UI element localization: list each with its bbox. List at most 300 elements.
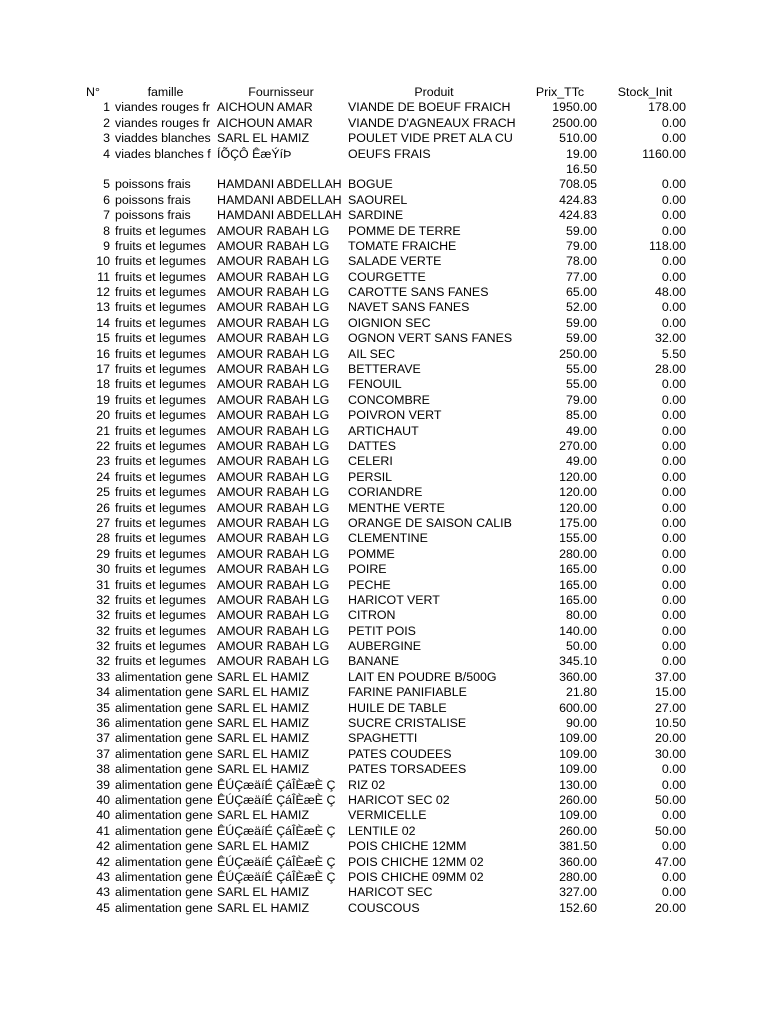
famille-cell: alimentation gene [115,685,213,700]
prix-cell: 55.00 [565,362,597,377]
table-row [0,639,768,654]
stock-cell: 48.00 [654,285,686,300]
stock-cell: 0.00 [661,639,686,654]
table-row [0,300,768,315]
table-row [0,701,768,716]
table-row [0,870,768,885]
stock-cell: 0.00 [661,654,686,669]
row-number: 30 [96,562,110,577]
stock-cell: 0.00 [661,469,686,484]
fournisseur-cell: SARL EL HAMIZ [217,685,310,700]
stock-cell: 0.00 [661,377,686,392]
prix-cell: 708.05 [559,177,597,192]
famille-cell: poissons frais [115,192,191,207]
fournisseur-cell: HAMDANI ABDELLAH [217,177,342,192]
table-row [0,593,768,608]
fournisseur-cell: AMOUR RABAH LG [217,531,330,546]
prix-cell: 152.60 [559,900,597,915]
header-stock: Stock_Init [617,85,673,99]
fournisseur-cell: SARL EL HAMIZ [217,885,310,900]
prix-cell: 260.00 [559,792,597,807]
famille-cell: fruits et legumes [115,315,206,330]
fournisseur-cell: AMOUR RABAH LG [217,269,330,284]
table-row [0,331,768,346]
table-row [0,885,768,900]
prix-cell: 424.83 [559,192,597,207]
famille-cell: fruits et legumes [115,438,206,453]
famille-cell: alimentation gene [115,792,213,807]
produit-cell: BOGUE [348,177,393,192]
row-number: 28 [96,531,110,546]
row-number: 8 [103,223,110,238]
produit-cell: FARINE PANIFIABLE [348,685,467,700]
table-row [0,731,768,746]
famille-cell: alimentation gene [115,885,213,900]
row-number: 6 [103,192,110,207]
table-row [0,485,768,500]
row-number: 41 [96,823,110,838]
prix-cell: 250.00 [559,346,597,361]
prix-cell: 77.00 [565,269,597,284]
prix-cell: 155.00 [559,531,597,546]
fournisseur-cell: AMOUR RABAH LG [217,377,330,392]
table-row [0,793,768,808]
row-number: 42 [96,854,110,869]
famille-cell: fruits et legumes [115,531,206,546]
stock-cell: 0.00 [661,408,686,423]
header-prix: Prix_TTc [535,85,585,99]
famille-cell: fruits et legumes [115,454,206,469]
prix-cell: 49.00 [565,423,597,438]
table-row [0,131,768,146]
prix-cell: 280.00 [559,546,597,561]
row-number: 34 [96,685,110,700]
row-number: 24 [96,469,110,484]
fournisseur-cell: AMOUR RABAH LG [217,454,330,469]
row-number: 18 [96,377,110,392]
fournisseur-cell: SARL EL HAMIZ [217,746,310,761]
fournisseur-cell: HAMDANI ABDELLAH [217,208,342,223]
produit-cell: CITRON [348,608,396,623]
stock-cell: 37.00 [654,669,686,684]
prix-cell: 270.00 [559,438,597,453]
table-row [0,147,768,162]
table-row [0,347,768,362]
famille-cell: fruits et legumes [115,331,206,346]
prix-cell: 80.00 [565,608,597,623]
fournisseur-cell: AMOUR RABAH LG [217,223,330,238]
fournisseur-cell: AMOUR RABAH LG [217,285,330,300]
fournisseur-cell: SARL EL HAMIZ [217,700,310,715]
produit-cell: LAIT EN POUDRE B/500G [348,669,497,684]
famille-cell: alimentation gene [115,746,213,761]
stock-cell: 0.00 [661,808,686,823]
stock-cell: 27.00 [654,700,686,715]
table-row [0,177,768,192]
table-row [0,162,768,177]
stock-cell: 28.00 [654,362,686,377]
row-number: 32 [96,608,110,623]
prix-cell: 175.00 [559,515,597,530]
famille-cell: fruits et legumes [115,577,206,592]
stock-cell: 0.00 [661,869,686,884]
prix-cell: 59.00 [565,223,597,238]
row-number: 32 [96,623,110,638]
stock-cell: 15.00 [654,685,686,700]
row-number: 5 [103,177,110,192]
produit-cell: POIS CHICHE 12MM [348,839,467,854]
row-number: 38 [96,762,110,777]
stock-cell: 0.00 [661,115,686,130]
prix-cell: 600.00 [559,700,597,715]
produit-cell: AUBERGINE [348,639,421,654]
stock-cell: 0.00 [661,254,686,269]
famille-cell: fruits et legumes [115,300,206,315]
prix-cell: 78.00 [565,254,597,269]
fournisseur-cell: SARL EL HAMIZ [217,839,310,854]
stock-cell: 0.00 [661,562,686,577]
famille-cell: viades blanches f [115,146,211,161]
row-number: 40 [96,792,110,807]
famille-cell: alimentation gene [115,762,213,777]
produit-cell: CORIANDRE [348,485,423,500]
row-number: 32 [96,654,110,669]
famille-cell: fruits et legumes [115,562,206,577]
table-row [0,855,768,870]
prix-cell: 59.00 [565,331,597,346]
produit-cell: CONCOMBRE [348,392,430,407]
fournisseur-cell: SARL EL HAMIZ [217,669,310,684]
produit-cell: AIL SEC [348,346,396,361]
prix-cell: 1950.00 [552,100,597,115]
row-number: 17 [96,362,110,377]
fournisseur-cell: AMOUR RABAH LG [217,562,330,577]
table-row [0,362,768,377]
stock-cell: 10.50 [654,716,686,731]
prix-cell: 55.00 [565,377,597,392]
prix-cell: 59.00 [565,315,597,330]
prix-cell: 49.00 [565,454,597,469]
stock-cell: 0.00 [661,777,686,792]
stock-cell: 0.00 [661,762,686,777]
prix-cell: 165.00 [559,562,597,577]
famille-cell: alimentation gene [115,869,213,884]
table-row [0,208,768,223]
famille-cell: alimentation gene [115,839,213,854]
row-number: 43 [96,885,110,900]
prix-cell: 52.00 [565,300,597,315]
stock-cell: 0.00 [661,608,686,623]
fournisseur-cell: AMOUR RABAH LG [217,438,330,453]
prix-cell: 109.00 [559,762,597,777]
prix-cell: 165.00 [559,592,597,607]
produit-cell: CAROTTE SANS FANES [348,285,489,300]
fournisseur-cell: ÍÕÇÔ ÊæÝíÞ [217,146,292,161]
fournisseur-cell: AMOUR RABAH LG [217,254,330,269]
stock-cell: 50.00 [654,792,686,807]
table-row [0,393,768,408]
produit-cell: POULET VIDE PRET ALA CU [348,131,513,146]
fournisseur-cell: AMOUR RABAH LG [217,300,330,315]
fournisseur-cell: AMOUR RABAH LG [217,546,330,561]
table-row [0,824,768,839]
stock-cell: 0.00 [661,839,686,854]
row-number: 37 [96,746,110,761]
produit-cell: PATES TORSADEES [348,762,467,777]
stock-cell: 0.00 [661,177,686,192]
famille-cell: viandes rouges fr [115,100,211,115]
famille-cell: fruits et legumes [115,238,206,253]
produit-cell: CLEMENTINE [348,531,428,546]
famille-cell: fruits et legumes [115,639,206,654]
fournisseur-cell: ÊÚÇæäíÉ ÇáÎÈæÈ Ç [217,777,336,792]
row-number: 26 [96,500,110,515]
produit-cell: SUCRE CRISTALISE [348,716,467,731]
famille-cell: poissons frais [115,208,191,223]
famille-cell: fruits et legumes [115,223,206,238]
prix-cell: 85.00 [565,408,597,423]
produit-cell: POIVRON VERT [348,408,442,423]
prix-cell: 280.00 [559,869,597,884]
famille-cell: alimentation gene [115,700,213,715]
table-row [0,439,768,454]
header-row [0,85,768,100]
fournisseur-cell: SARL EL HAMIZ [217,731,310,746]
stock-cell: 5.50 [661,346,686,361]
fournisseur-cell: AMOUR RABAH LG [217,639,330,654]
produit-cell: OEUFS FRAIS [348,146,431,161]
produit-cell: VIANDE D'AGNEAUX FRACH [348,115,516,130]
stock-cell: 30.00 [654,746,686,761]
famille-cell: fruits et legumes [115,285,206,300]
produit-cell: HUILE DE TABLE [348,700,447,715]
table-row [0,608,768,623]
produit-cell: PERSIL [348,469,393,484]
fournisseur-cell: SARL EL HAMIZ [217,762,310,777]
famille-cell: fruits et legumes [115,362,206,377]
row-number: 4 [103,146,110,161]
prix-cell: 79.00 [565,392,597,407]
row-number: 35 [96,700,110,715]
prix-cell: 360.00 [559,669,597,684]
produit-cell: PATES COUDEES [348,746,452,761]
header-fournisseur: Fournisseur [248,85,314,99]
famille-cell: fruits et legumes [115,500,206,515]
stock-cell: 20.00 [654,731,686,746]
stock-cell: 0.00 [661,485,686,500]
table-row [0,808,768,823]
produit-cell: RIZ 02 [348,777,386,792]
row-number: 10 [96,254,110,269]
stock-cell: 0.00 [661,438,686,453]
stock-cell: 50.00 [654,823,686,838]
table-row [0,193,768,208]
table-row [0,408,768,423]
row-number: 15 [96,331,110,346]
famille-cell: fruits et legumes [115,408,206,423]
stock-cell: 0.00 [661,269,686,284]
prix-cell: 120.00 [559,469,597,484]
produit-cell: COURGETTE [348,269,426,284]
table-row [0,470,768,485]
fournisseur-cell: ÊÚÇæäíÉ ÇáÎÈæÈ Ç [217,854,336,869]
table-row [0,516,768,531]
famille-cell: fruits et legumes [115,377,206,392]
prix-cell: 120.00 [559,485,597,500]
header-num: N° [86,85,100,99]
stock-cell: 0.00 [661,208,686,223]
fournisseur-cell: AMOUR RABAH LG [217,623,330,638]
row-number: 25 [96,485,110,500]
stock-cell: 0.00 [661,392,686,407]
stock-cell: 20.00 [654,900,686,915]
famille-cell: alimentation gene [115,669,213,684]
table-row [0,716,768,731]
famille-cell: fruits et legumes [115,392,206,407]
produit-cell: OGNON VERT SANS FANES [348,331,513,346]
table-row [0,901,768,916]
table-row [0,562,768,577]
fournisseur-cell: ÊÚÇæäíÉ ÇáÎÈæÈ Ç [217,823,336,838]
fournisseur-cell: AMOUR RABAH LG [217,423,330,438]
row-number: 33 [96,669,110,684]
table-row [0,224,768,239]
stock-cell: 0.00 [661,223,686,238]
prix-cell: 65.00 [565,285,597,300]
fournisseur-cell: AMOUR RABAH LG [217,469,330,484]
row-number: 32 [96,592,110,607]
row-number: 21 [96,423,110,438]
prix-cell: 109.00 [559,746,597,761]
produit-cell: COUSCOUS [348,900,420,915]
famille-cell: fruits et legumes [115,485,206,500]
famille-cell: fruits et legumes [115,546,206,561]
stock-cell: 0.00 [661,454,686,469]
famille-cell: alimentation gene [115,716,213,731]
produit-cell: HARICOT VERT [348,592,440,607]
famille-cell: fruits et legumes [115,623,206,638]
row-number: 37 [96,731,110,746]
fournisseur-cell: SARL EL HAMIZ [217,900,310,915]
row-number: 3 [103,131,110,146]
produit-cell: OIGNION SEC [348,315,431,330]
prix-cell: 381.50 [559,839,597,854]
produit-cell: SALADE VERTE [348,254,442,269]
row-number: 43 [96,869,110,884]
stock-cell: 32.00 [654,331,686,346]
stock-cell: 0.00 [661,592,686,607]
prix-cell: 130.00 [559,777,597,792]
prix-cell: 109.00 [559,731,597,746]
row-number: 7 [103,208,110,223]
famille-cell: fruits et legumes [115,515,206,530]
fournisseur-cell: SARL EL HAMIZ [217,131,310,146]
table-row [0,270,768,285]
table-row [0,454,768,469]
fournisseur-cell: SARL EL HAMIZ [217,716,310,731]
prix-cell: 424.83 [559,208,597,223]
produit-cell: ARTICHAUT [348,423,419,438]
produit-cell: POMME [348,546,395,561]
famille-cell: alimentation gene [115,823,213,838]
prix-cell: 19.00 [565,146,597,161]
row-number: 42 [96,839,110,854]
prix-cell: 21.80 [565,685,597,700]
stock-cell: 0.00 [661,315,686,330]
famille-cell: fruits et legumes [115,346,206,361]
table-row [0,239,768,254]
prix-cell: 79.00 [565,238,597,253]
fournisseur-cell: AMOUR RABAH LG [217,408,330,423]
fournisseur-cell: AMOUR RABAH LG [217,515,330,530]
row-number: 16 [96,346,110,361]
produit-cell: FENOUIL [348,377,402,392]
row-number: 11 [97,269,110,284]
prix-cell: 165.00 [559,577,597,592]
table-row [0,501,768,516]
famille-cell: alimentation gene [115,808,213,823]
fournisseur-cell: AICHOUN AMAR [217,115,313,130]
prix-cell: 120.00 [559,500,597,515]
table-row [0,762,768,777]
produit-cell: SARDINE [348,208,404,223]
produit-cell: BANANE [348,654,399,669]
stock-cell: 0.00 [661,531,686,546]
produit-cell: TOMATE FRAICHE [348,238,457,253]
fournisseur-cell: AMOUR RABAH LG [217,592,330,607]
stock-cell: 0.00 [661,515,686,530]
fournisseur-cell: ÊÚÇæäíÉ ÇáÎÈæÈ Ç [217,792,336,807]
stock-cell: 1160.00 [642,146,686,161]
stock-cell: 0.00 [661,131,686,146]
row-number: 14 [96,315,110,330]
famille-cell: fruits et legumes [115,469,206,484]
fournisseur-cell: AMOUR RABAH LG [217,362,330,377]
fournisseur-cell: AMOUR RABAH LG [217,608,330,623]
fournisseur-cell: AMOUR RABAH LG [217,392,330,407]
table-row [0,285,768,300]
row-number: 1 [103,100,110,115]
fournisseur-cell: AICHOUN AMAR [217,100,313,115]
famille-cell: fruits et legumes [115,592,206,607]
table-row [0,254,768,269]
famille-cell: poissons frais [115,177,191,192]
stock-cell: 0.00 [661,623,686,638]
produit-cell: VIANDE DE BOEUF FRAICH [348,100,511,115]
stock-cell: 118.00 [649,238,686,253]
produit-cell: BETTERAVE [348,362,421,377]
produit-cell: ORANGE DE SAISON CALIB [348,515,512,530]
table-row [0,670,768,685]
fournisseur-cell: AMOUR RABAH LG [217,238,330,253]
row-number: 36 [96,716,110,731]
produit-cell: CELERI [348,454,393,469]
prix-cell: 327.00 [559,885,597,900]
fournisseur-cell: AMOUR RABAH LG [217,500,330,515]
prix-cell: 109.00 [559,808,597,823]
produit-cell: POMME DE TERRE [348,223,461,238]
row-number: 39 [96,777,110,792]
fournisseur-cell: HAMDANI ABDELLAH [217,192,342,207]
famille-cell: alimentation gene [115,731,213,746]
row-number: 23 [96,454,110,469]
fournisseur-cell: AMOUR RABAH LG [217,346,330,361]
prix-cell: 510.00 [559,131,597,146]
row-number: 20 [96,408,110,423]
famille-cell: fruits et legumes [115,254,206,269]
stock-cell: 0.00 [661,423,686,438]
produit-cell: HARICOT SEC [348,885,433,900]
